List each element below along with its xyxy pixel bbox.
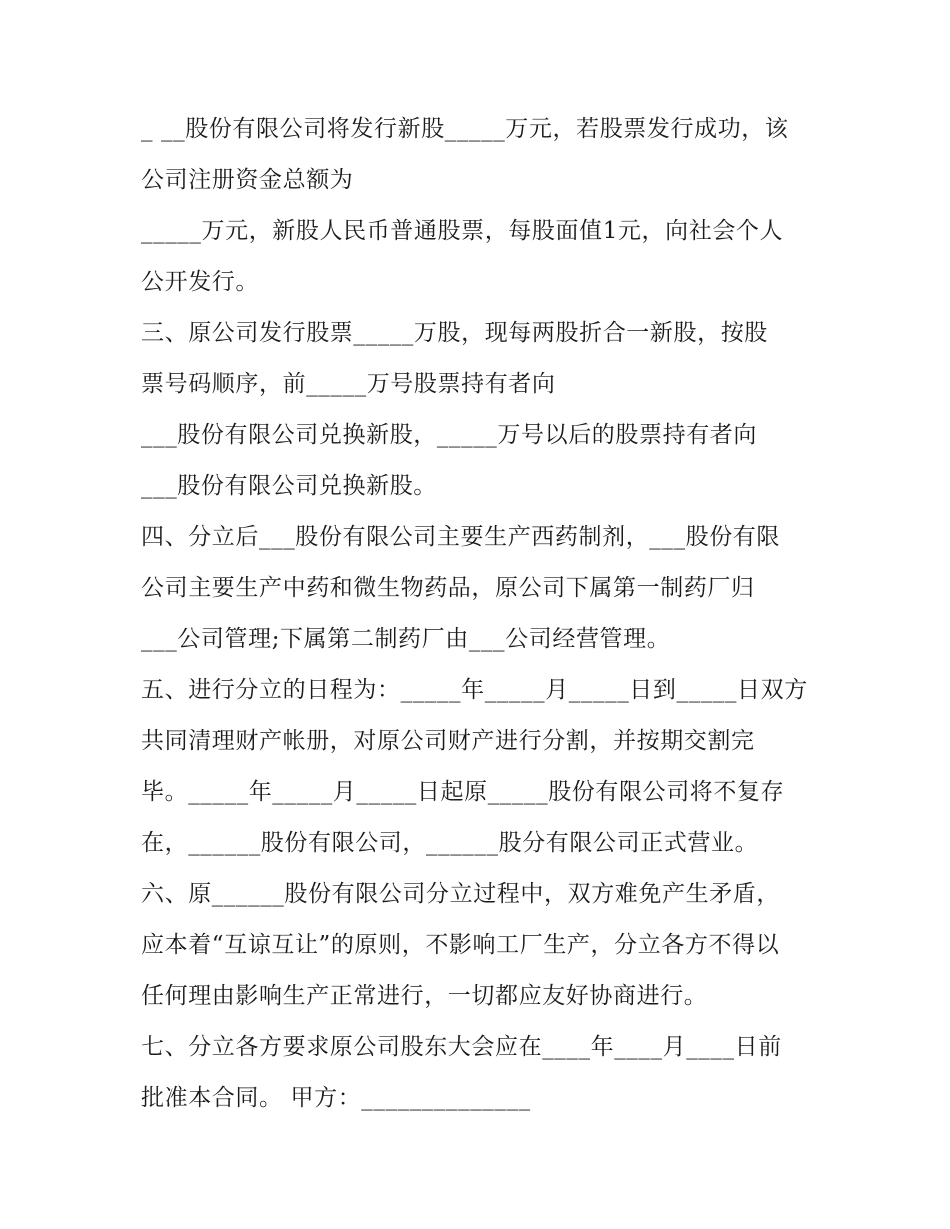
text-line: 公司注册资金总额为	[141, 167, 354, 193]
text-line: 批准本合同。 甲方：______________	[141, 1085, 531, 1111]
text-line: 任何理由影响生产正常进行，一切都应友好协商进行。	[141, 983, 708, 1009]
text-line: 毕。_____年_____月_____日起原_____股份有限公司将不复存	[141, 779, 785, 805]
text-line: _ __股份有限公司将发行新股_____万元，若股票发行成功，该	[141, 116, 789, 142]
text-line: ___股份有限公司兑换新股，_____万号以后的股票持有者向	[141, 422, 757, 448]
text-line: 公司主要生产中药和微生物药品，原公司下属第一制药厂归	[141, 575, 755, 601]
text-line: ___股份有限公司兑换新股。	[141, 473, 437, 499]
text-line: 在，______股份有限公司，______股分有限公司正式营业。	[141, 830, 759, 856]
document-body	[141, 104, 821, 1124]
text-line: 共同清理财产帐册，对原公司财产进行分割，并按期交割完	[141, 728, 755, 754]
text-line: 五、进行分立的日程为：_____年_____月_____日到_____日双方	[141, 677, 808, 703]
text-line: ___公司管理;下属第二制药厂由___公司经营管理。	[141, 626, 671, 652]
text-line: 三、原公司发行股票_____万股，现每两股折合一新股，按股	[141, 320, 768, 346]
text-line: _____万元，新股人民币普通股票，每股面值1元，向社会个人	[141, 218, 784, 244]
text-line: 票号码顺序，前_____万号股票持有者向	[141, 371, 556, 397]
text-line: 应本着“互谅互让”的原则，不影响工厂生产，分立各方不得以	[141, 932, 780, 958]
text-line: 公开发行。	[141, 269, 259, 295]
text-line: 六、原______股份有限公司分立过程中，双方难免产生矛盾，	[141, 881, 780, 907]
text-line: 七、分立各方要求原公司股东大会应在____年____月____日前	[141, 1034, 782, 1060]
text-line: 四、分立后___股份有限公司主要生产西药制剂，___股份有限	[141, 524, 780, 550]
